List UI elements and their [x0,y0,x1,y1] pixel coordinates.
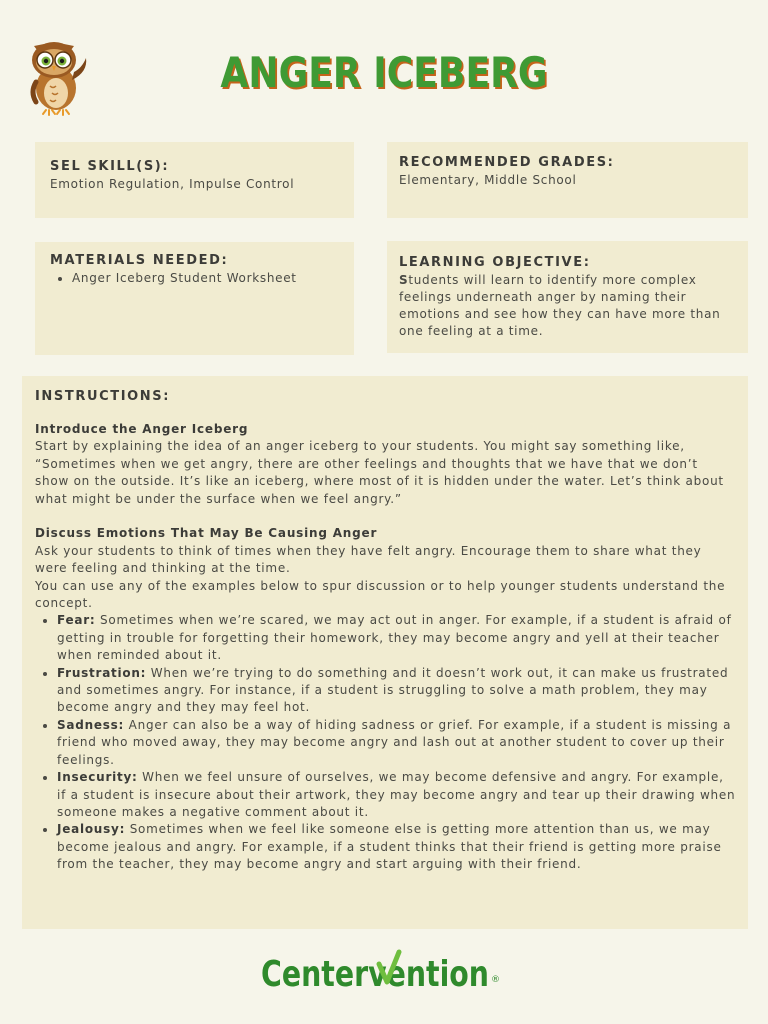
recommended-grades-card [387,142,748,218]
section-text-introduce: Start by explaining the idea of an anger iceberg to your students. You might say something like, “Sometimes when we get angry, there are other feelings and thoughts that we have that we don’t show on the outside. It’s like an iceberg, where most of it is hidden under the water. Let’s think about what might be under the surface when we feel angry.” [35,439,724,506]
example-text: Sometimes when we’re scared, we may act out in anger. For example, if a student is afraid of getting in trouble for forgetting their homework, they may become angry and yell at their teacher when reminded about it. [57,613,732,663]
materials-heading: MATERIALS NEEDED: [50,253,229,268]
example-item-frustration [57,665,736,717]
example-text: When we’re trying to do something and it doesn’t work out, it can make us frustrated and sometimes angry. For instance, if a student is struggling to solve a math problem, they may become angry and they may feel hot. [57,665,729,715]
logo-text: Centervention [261,954,489,995]
learning-objective-text [399,272,736,340]
centervention-logo [0,948,768,1002]
sel-skills-heading: SEL SKILL(S): [50,159,170,174]
example-text: When we feel unsure of ourselves, we may become defensive and angry. For example, if a student is insecure about their artwork, they may become angry and tear up their drawing when someone makes a negative comment about it. [57,770,736,819]
example-term: Sadness: [57,717,125,732]
example-item-jealousy [57,821,736,873]
objective-body: tudents will learn to identify more complex feelings underneath anger by naming their emotions and see how they can have more than one feeling at a time. [399,273,721,338]
section-title-introduce: Introduce the Anger Iceberg [35,422,249,436]
recommended-grades-text: Elementary, Middle School [399,173,577,187]
materials-item: • Anger Iceberg Student Worksheet [72,270,354,287]
objective-first-letter: S [399,273,409,287]
section-text-discuss: Ask your students to think of times when they have felt angry. Encourage them to share what they were feeling and thinking at the time. [35,543,702,576]
instructions-heading: INSTRUCTIONS: [35,389,171,404]
section-text-examples-intro: You can use any of the examples below to spur discussion or to help younger students understand the concept. [35,578,726,611]
recommended-grades-heading: RECOMMENDED GRADES: [399,155,615,170]
example-text: Anger can also be a way of hiding sadness or grief. For example, if a student is missing a friend who moved away, they may become angry and lash out at another student to cover up their feelings. [57,717,732,767]
centervention-logo-graphic [259,948,509,998]
trademark: ® [491,975,500,985]
example-item-sadness [57,717,736,769]
examples-list [35,612,736,873]
section-title-discuss: Discuss Emotions That May Be Causing Anger [35,526,378,541]
instructions-card [22,376,748,929]
page-title: ANGER ICEBERG [220,48,548,97]
materials-list [50,270,354,287]
sel-skills-card [35,142,354,218]
example-term: Frustration: [57,665,147,680]
learning-objective-card [387,241,748,353]
materials-card [35,242,354,355]
example-term: Insecurity: [57,770,138,785]
sel-skills-text: Emotion Regulation, Impulse Control [50,177,295,191]
example-term: Jealousy: [57,822,126,837]
example-term: Fear: [57,613,96,628]
example-item-insecurity [57,769,736,821]
learning-objective-heading: LEARNING OBJECTIVE: [399,255,591,270]
example-text: Sometimes when we feel like someone else is getting more attention than us, we may become jealous and angry. For example, if a student thinks that their friend is getting more praise from the teacher, they may become angry and start arguing with their friend. [57,822,722,872]
example-item-fear [57,612,736,664]
